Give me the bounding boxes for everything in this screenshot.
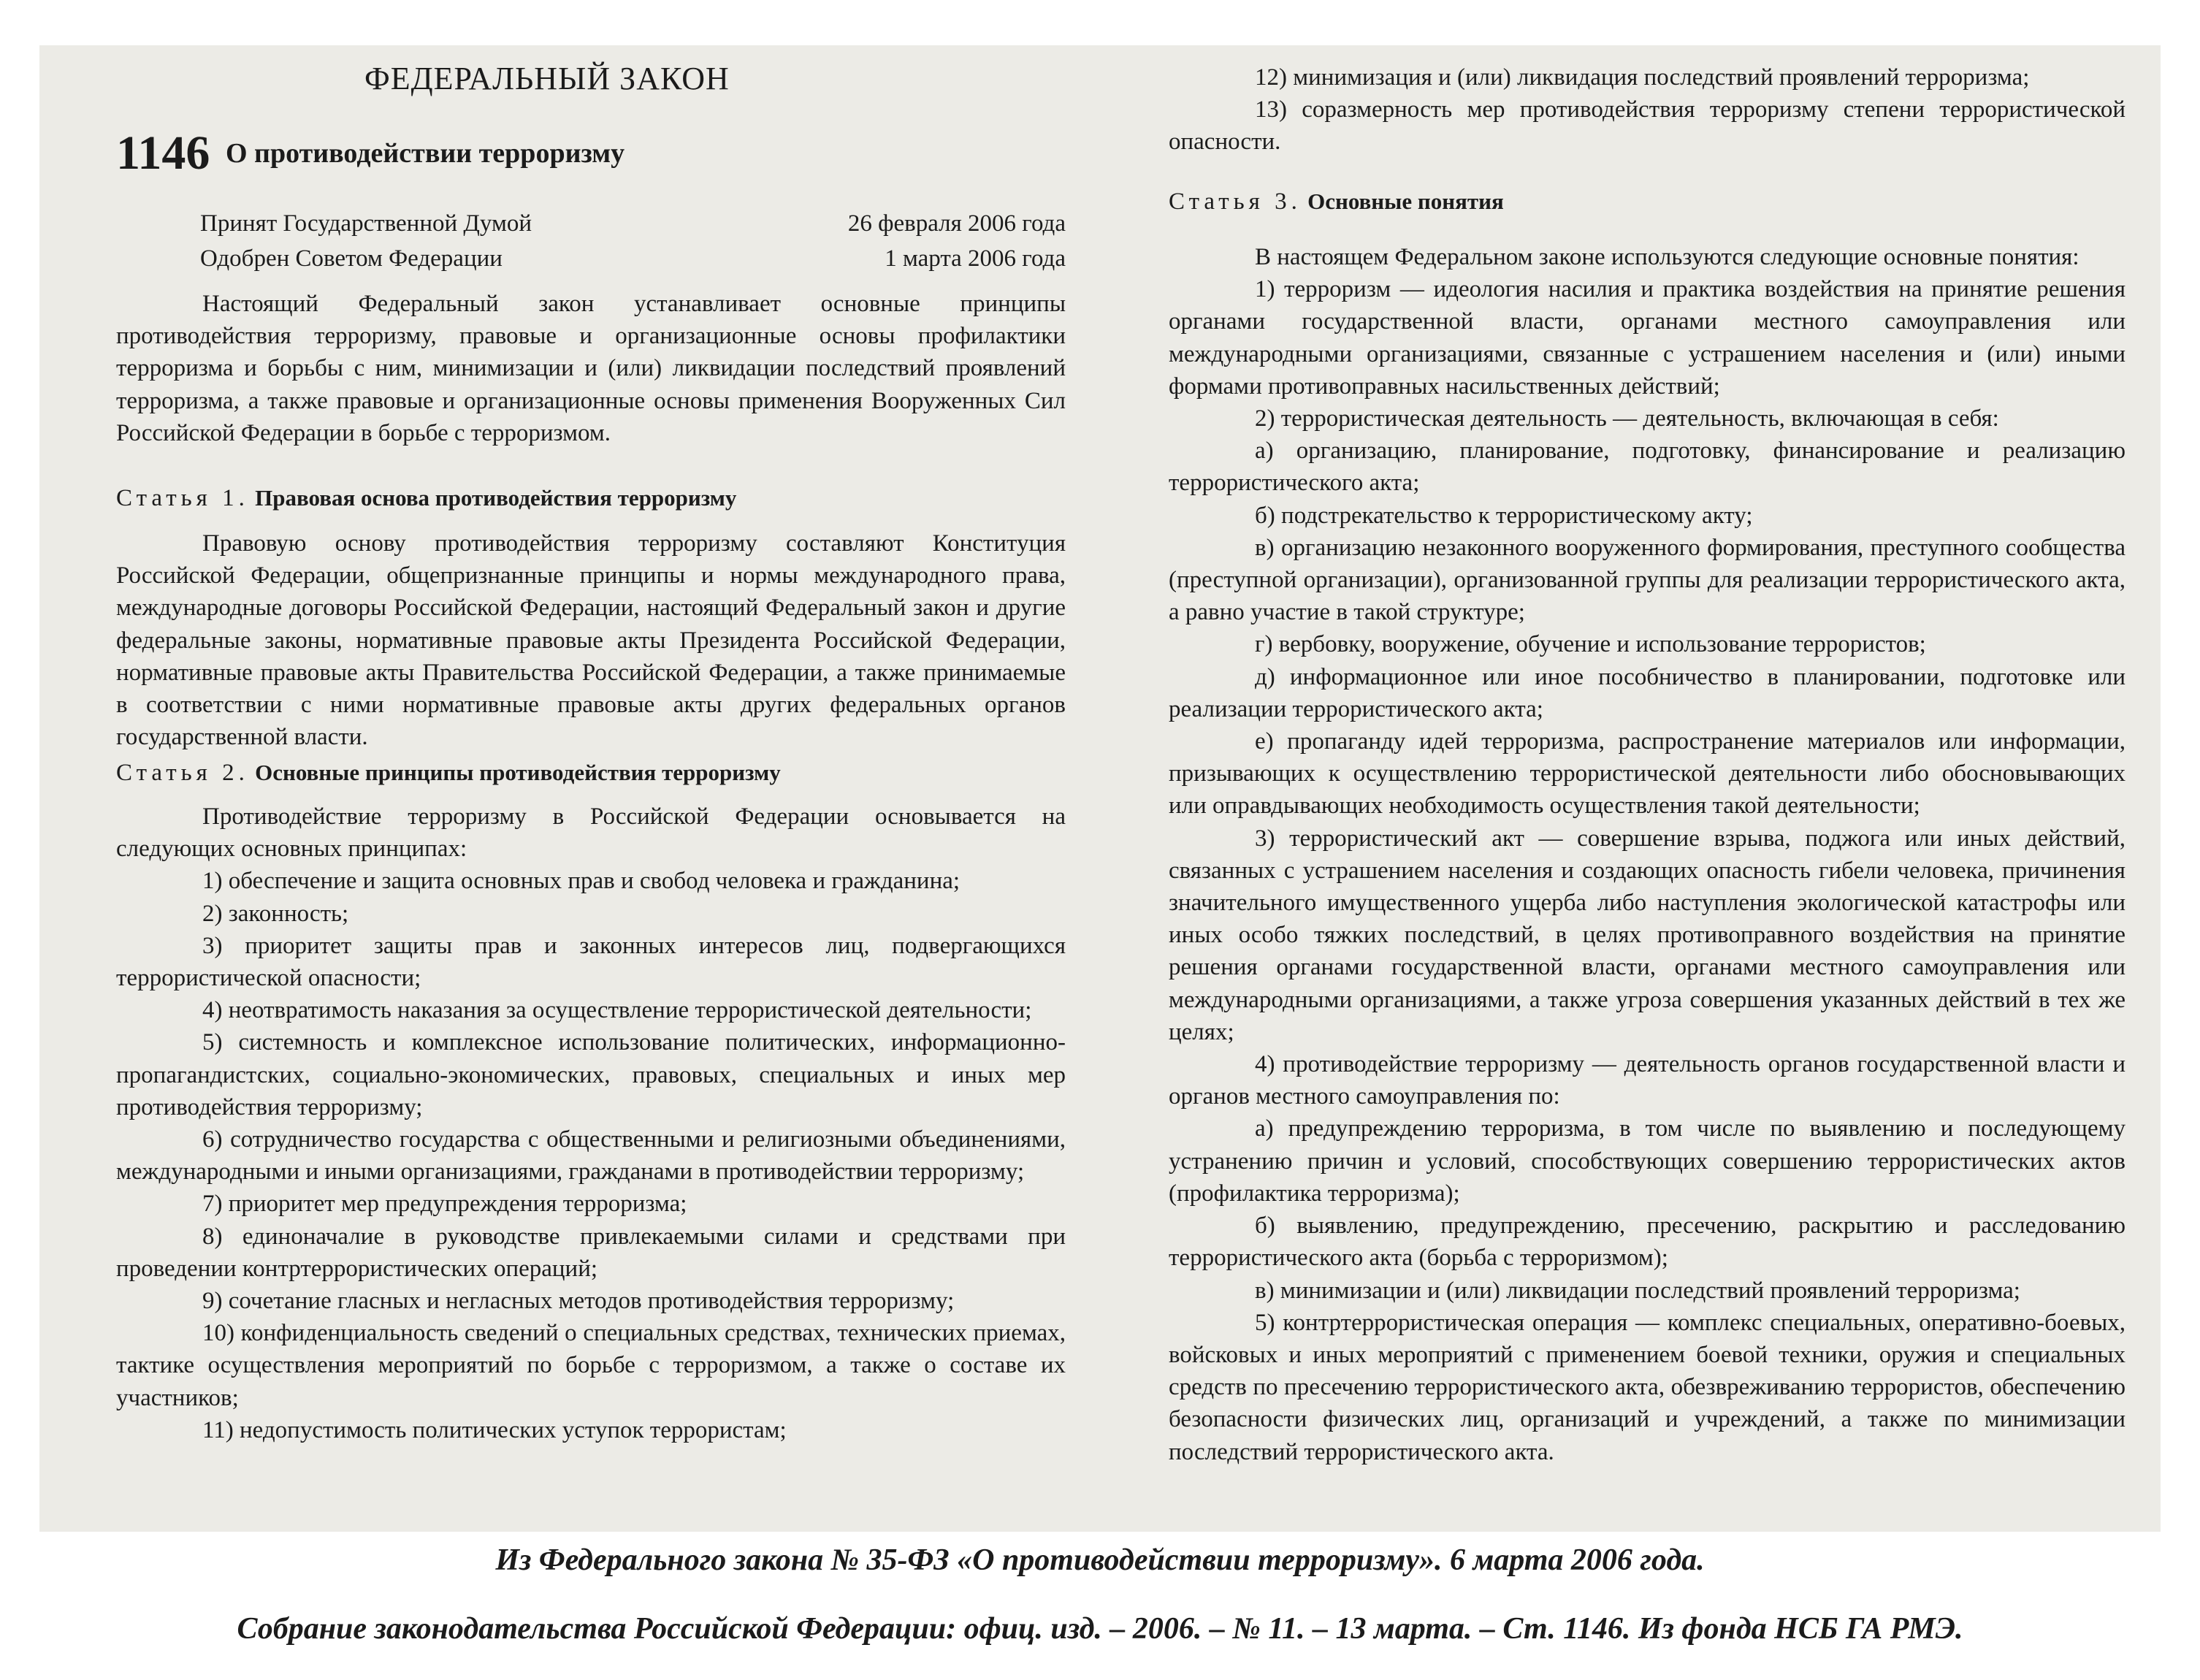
article-1-label: Статья 1. — [116, 485, 249, 511]
article-3-title: Основные понятия — [1307, 188, 1504, 214]
list-item: 1) обеспечение и защита основных прав и свобод человека и гражданина; — [202, 868, 960, 895]
definition-subitem: е) пропаганду идей терроризма, распространение материалов или информации, призывающих к осуществлению террористической деятельности либо обосновывающих или оправдывающих необходимость осуществления такой деятельности; — [1169, 728, 2125, 820]
preamble: Настоящий Федеральный закон устанавливает основные принципы противодействия терроризму, правовые и организационные основы профилактики терроризма и борьбы с ним, минимизации и (или) ликвидации последствий проявлений терроризма, а также правовые и организационные основы применения Вооруженных Сил Российской Федерации в борьбе с терроризмом. — [116, 291, 1066, 446]
article-3-heading — [1169, 188, 1504, 215]
list-item: 12) минимизация и (или) ликвидация последствий проявлений терроризма; — [1255, 64, 2030, 91]
definition-subitem: в) минимизации и (или) ликвидации последствий проявлений терроризма; — [1255, 1277, 2020, 1304]
list-item: 5) системность и комплексное использование политических, информационно-пропагандистских, социально-экономических, правовых, специальных и иных мер противодействия терроризму; — [116, 1029, 1066, 1120]
list-item: 8) единоначалие в руководстве привлекаемыми силами и средствами при проведении контртеррористических операций; — [116, 1223, 1066, 1282]
definition-item: 2) террористическая деятельность — деятельность, включающая в себя: — [1255, 405, 1999, 432]
article-3-label: Статья 3. — [1169, 188, 1302, 215]
list-item: 3) приоритет защиты прав и законных интересов лиц, подвергающихся террористической опасности; — [116, 932, 1066, 992]
law-title: О противодействии терроризму — [226, 138, 625, 169]
approved-by: Одобрен Советом Федерации — [200, 245, 503, 272]
definition-subitem: б) подстрекательство к террористическому акту; — [1255, 502, 1753, 529]
article-2-heading — [116, 760, 781, 787]
adopted-row — [200, 206, 1066, 241]
definition-subitem: д) информационное или иное пособничество в планировании, подготовке или реализации террористического акта; — [1169, 663, 2125, 722]
definition-item: 4) противодействие терроризму — деятельность органов государственной власти и органов местного самоуправления по: — [1169, 1051, 2125, 1110]
article-1-text: Правовую основу противодействия терроризму составляют Конституция Российской Федерации, общепризнанные принципы и нормы международного права, международные договоры Российской Федерации, настоящий Федеральный закон и другие федеральные законы, нормативные правовые акты Президента Российской Федерации, нормативные правовые акты Правительства Российской Федерации, а также принимаемые в соответствии с ними нормативные правовые акты других федеральных органов государственной власти. — [116, 530, 1066, 751]
scanned-document — [39, 45, 2161, 1532]
approved-date: 1 марта 2006 года — [885, 245, 1066, 272]
definition-item: 5) контртеррористическая операция — комплекс специальных, оперативно-боевых, войсковых и иных мероприятий с применением боевой техники, оружия и специальных средств по пресечению террористического акта, обезвреживанию террористов, обеспечению безопасности физических лиц, организаций и учреждений, а также по минимизации последствий террористического акта. — [1169, 1309, 2125, 1465]
definition-subitem: г) вербовку, вооружение, обучение и использование террористов; — [1255, 631, 1926, 658]
list-item: 2) законность; — [202, 900, 349, 927]
definition-item: 3) террористический акт — совершение взрыва, поджога или иных действий, связанных с устрашением населения и создающих опасность гибели человека, причинения значительного имущественного ущерба либо наступления экологической катастрофы или иных особо тяжких последствий, в целях противоправного воздействия на принятие решения органами государственной власти, органами местного самоуправления или международными организациями, а также угроза совершения указанных действий в тех же целях; — [1169, 825, 2125, 1045]
adopted-date: 26 февраля 2006 года — [847, 210, 1066, 237]
definition-subitem: в) организацию незаконного вооруженного формирования, преступного сообщества (преступной организации), организованной группы для реализации террористического акта, а равно участие в такой структуре; — [1169, 534, 2125, 626]
list-item: 4) неотвратимость наказания за осуществление террористической деятельности; — [202, 997, 1032, 1024]
article-1-title: Правовая основа противодействия терроризму — [255, 485, 737, 511]
list-item: 7) приоритет мер предупреждения терроризма; — [202, 1191, 687, 1218]
article-3-intro: В настоящем Федеральном законе используются следующие основные понятия: — [1255, 244, 2079, 270]
definition-item: 1) терроризм — идеология насилия и практика воздействия на принятие решения органами государственной власти, органами местного самоуправления или международными организациями, связанные с устрашением населения и (или) иными формами противоправных насильственных действий; — [1169, 276, 2125, 400]
approved-row — [200, 241, 1066, 276]
list-item: 10) конфиденциальность сведений о специальных средствах, технических приемах, тактике осуществления мероприятий по борьбе с терроризмом, а также о составе их участников; — [116, 1320, 1066, 1411]
definition-subitem: а) организацию, планирование, подготовку, финансирование и реализацию террористического акта; — [1169, 438, 2125, 497]
article-2-continued — [1169, 61, 2125, 159]
article-2-body — [116, 801, 1066, 1446]
list-item: 9) сочетание гласных и негласных методов противодействия терроризму; — [202, 1288, 955, 1315]
law-number: 1146 — [116, 126, 210, 180]
list-item: 13) соразмерность мер противодействия терроризму степени террористической опасности. — [1169, 96, 2125, 156]
article-1-heading — [116, 485, 736, 512]
list-item: 6) сотрудничество государства с общественными и религиозными объединениями, международными и иными организациями, гражданами в противодействии терроризму; — [116, 1126, 1066, 1185]
article-2-intro: Противодействие терроризму в Российской Федерации основывается на следующих основных принципах: — [116, 803, 1066, 863]
list-item: 11) недопустимость политических уступок террористам; — [202, 1416, 787, 1443]
caption-line-1: Из Федерального закона № 35-ФЗ «О противодействии терроризму». 6 марта 2006 года. — [495, 1543, 1705, 1577]
definition-subitem: а) предупреждению терроризма, в том числе по выявлению и последующему устранению причин и условий, способствующих совершению террористических актов (профилактика терроризма); — [1169, 1115, 2125, 1207]
adoption-info — [200, 206, 1066, 276]
definition-subitem: б) выявлению, предупреждению, пресечению, раскрытию и расследованию террористического акта (борьба с терроризмом); — [1169, 1213, 2125, 1272]
article-2-title: Основные принципы противодействия терроризму — [255, 760, 781, 785]
law-kind: ФЕДЕРАЛЬНЫЙ ЗАКОН — [364, 61, 730, 96]
article-3-body — [1169, 241, 2125, 1468]
adopted-by: Принят Государственной Думой — [200, 210, 532, 237]
caption-line-2: Собрание законодательства Российской Федерации: офиц. изд. – 2006. – № 11. – 13 марта. – Ст. 1146. Из фонда НСБ ГА РМЭ. — [237, 1612, 1963, 1646]
article-2-label: Статья 2. — [116, 760, 249, 786]
